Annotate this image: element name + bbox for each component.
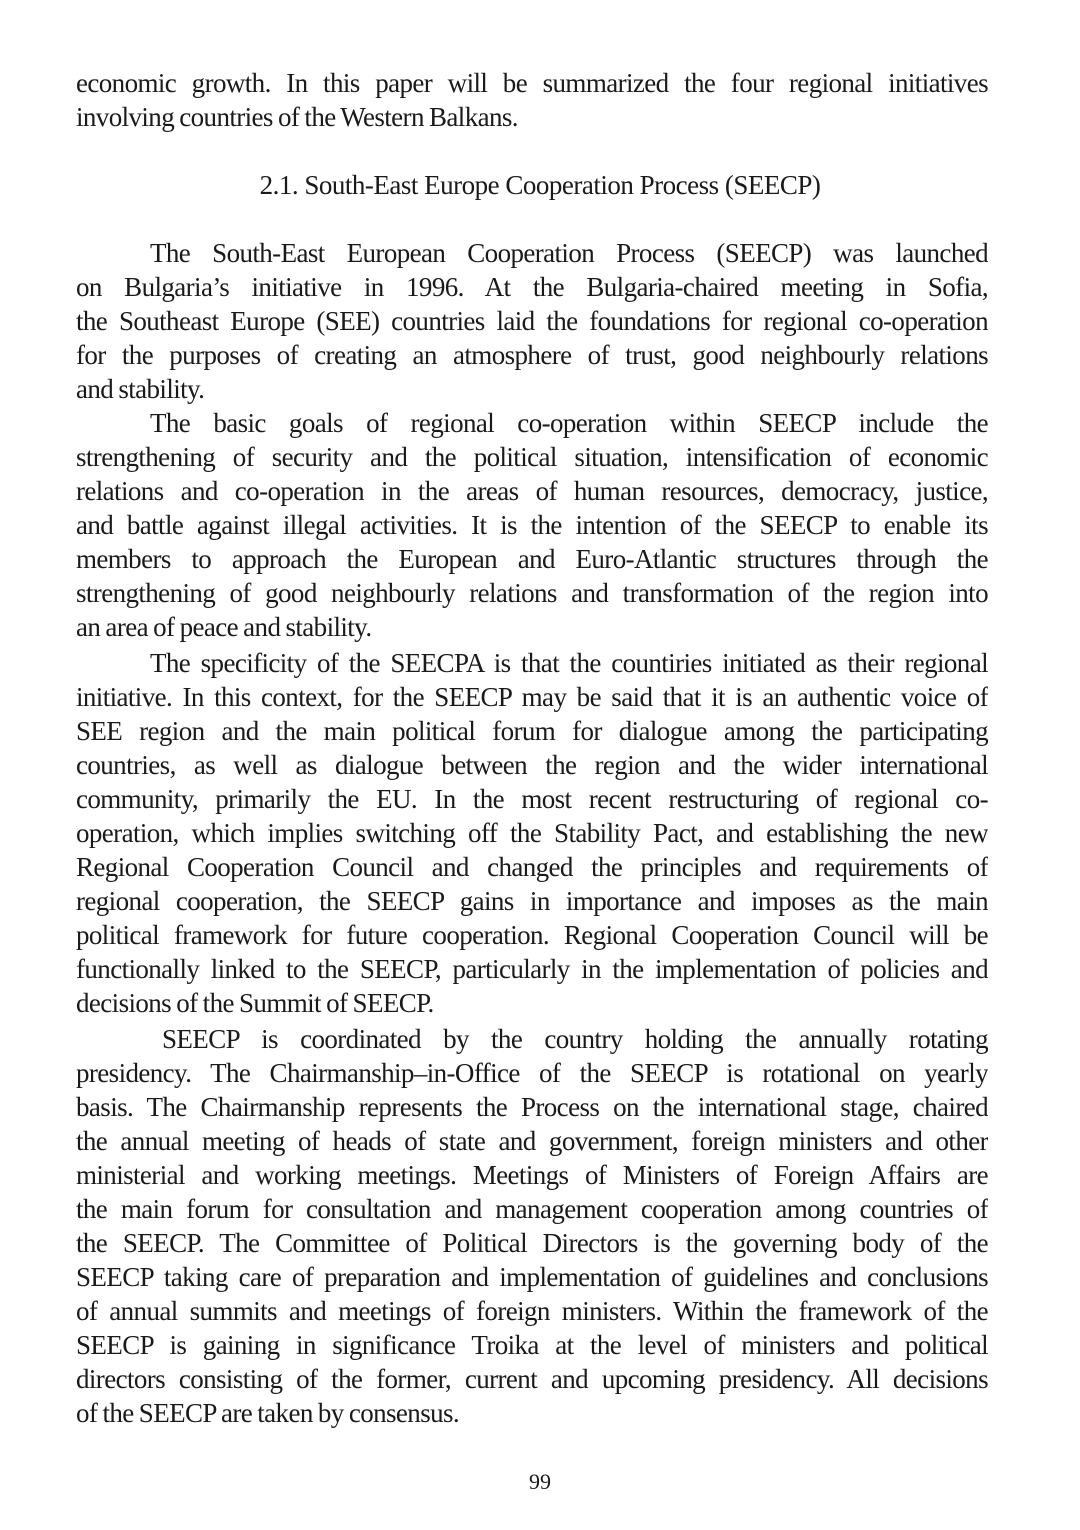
body-text-line: strengthening of good neighbourly relations and transformation of the region into (76, 578, 988, 608)
body-text-line: Regional Cooperation Council and changed the principles and requirements of (76, 852, 988, 882)
body-text-line: The specificity of the SEECPA is that the countiries initiated as their regional (150, 648, 988, 678)
body-text-line: presidency. The Chairmanship–in-Office of the SEECP is rotational on yearly (76, 1058, 988, 1088)
body-text-line: economic growth. In this paper will be summarized the four regional initiatives (76, 68, 988, 98)
body-text-line: involving countries of the Western Balkans. (76, 102, 518, 132)
body-text-line: members to approach the European and Euro-Atlantic structures through the (76, 544, 988, 574)
body-text-line: the main forum for consultation and management cooperation among countries of (76, 1194, 988, 1224)
body-text-line: for the purposes of creating an atmosphere of trust, good neighbourly relations (76, 340, 988, 370)
body-text-line: strengthening of security and the political situation, intensification of economic (76, 442, 988, 472)
body-text-line: directors consisting of the former, current and upcoming presidency. All decisions (76, 1364, 988, 1394)
body-text-line: basis. The Chairmanship represents the Process on the international stage, chaired (76, 1092, 988, 1122)
body-text-line: The South-East European Cooperation Process (SEECP) was launched (150, 238, 988, 268)
body-text-line: the SEECP. The Committee of Political Directors is the governing body of the (76, 1228, 988, 1258)
body-text-line: initiative. In this context, for the SEECP may be said that it is an authentic voice of (76, 682, 988, 712)
body-text-line: operation, which implies switching off the Stability Pact, and establishing the new (76, 818, 988, 848)
body-text-line: ministerial and working meetings. Meetings of Ministers of Foreign Affairs are (76, 1160, 988, 1190)
body-text-line: SEE region and the main political forum for dialogue among the participating (76, 716, 988, 746)
body-text-line: political framework for future cooperation. Regional Cooperation Council will be (76, 920, 988, 950)
body-text-line: decisions of the Summit of SEECP. (76, 988, 434, 1018)
body-text-line: on Bulgaria’s initiative in 1996. At the Bulgaria-chaired meeting in Sofia, (76, 272, 988, 302)
body-text-line: community, primarily the EU. In the most recent restructuring of regional co- (76, 784, 988, 814)
body-text-line: of annual summits and meetings of foreign ministers. Within the framework of the (76, 1296, 988, 1326)
body-text-line: the annual meeting of heads of state and government, foreign ministers and other (76, 1126, 988, 1156)
body-text-line: SEECP is gaining in significance Troika at the level of ministers and political (76, 1330, 988, 1360)
body-text-line: SEECP is coordinated by the country holding the annually rotating (162, 1024, 988, 1054)
body-text-line: SEECP taking care of preparation and implementation of guidelines and conclusions (76, 1262, 988, 1292)
body-text-line: an area of peace and stability. (76, 612, 372, 642)
body-text-line: relations and co-operation in the areas of human resources, democracy, justice, (76, 476, 988, 506)
body-text-line: and stability. (76, 374, 205, 404)
body-text-line: regional cooperation, the SEECP gains in importance and imposes as the main (76, 886, 988, 916)
body-text-line: and battle against illegal activities. It is the intention of the SEECP to enable its (76, 510, 988, 540)
body-text-line: of the SEECP are taken by consensus. (76, 1398, 460, 1428)
section-heading: 2.1. South-East Europe Cooperation Process (SEECP) (259, 170, 821, 200)
body-text-line: The basic goals of regional co-operation within SEECP include the (150, 408, 988, 438)
body-text-line: functionally linked to the SEECP, particularly in the implementation of policies and (76, 954, 988, 984)
page-number: 99 (529, 1469, 551, 1494)
body-text-line: countries, as well as dialogue between the region and the wider international (76, 750, 988, 780)
body-text-line: the Southeast Europe (SEE) countries laid the foundations for regional co-operation (76, 306, 988, 336)
